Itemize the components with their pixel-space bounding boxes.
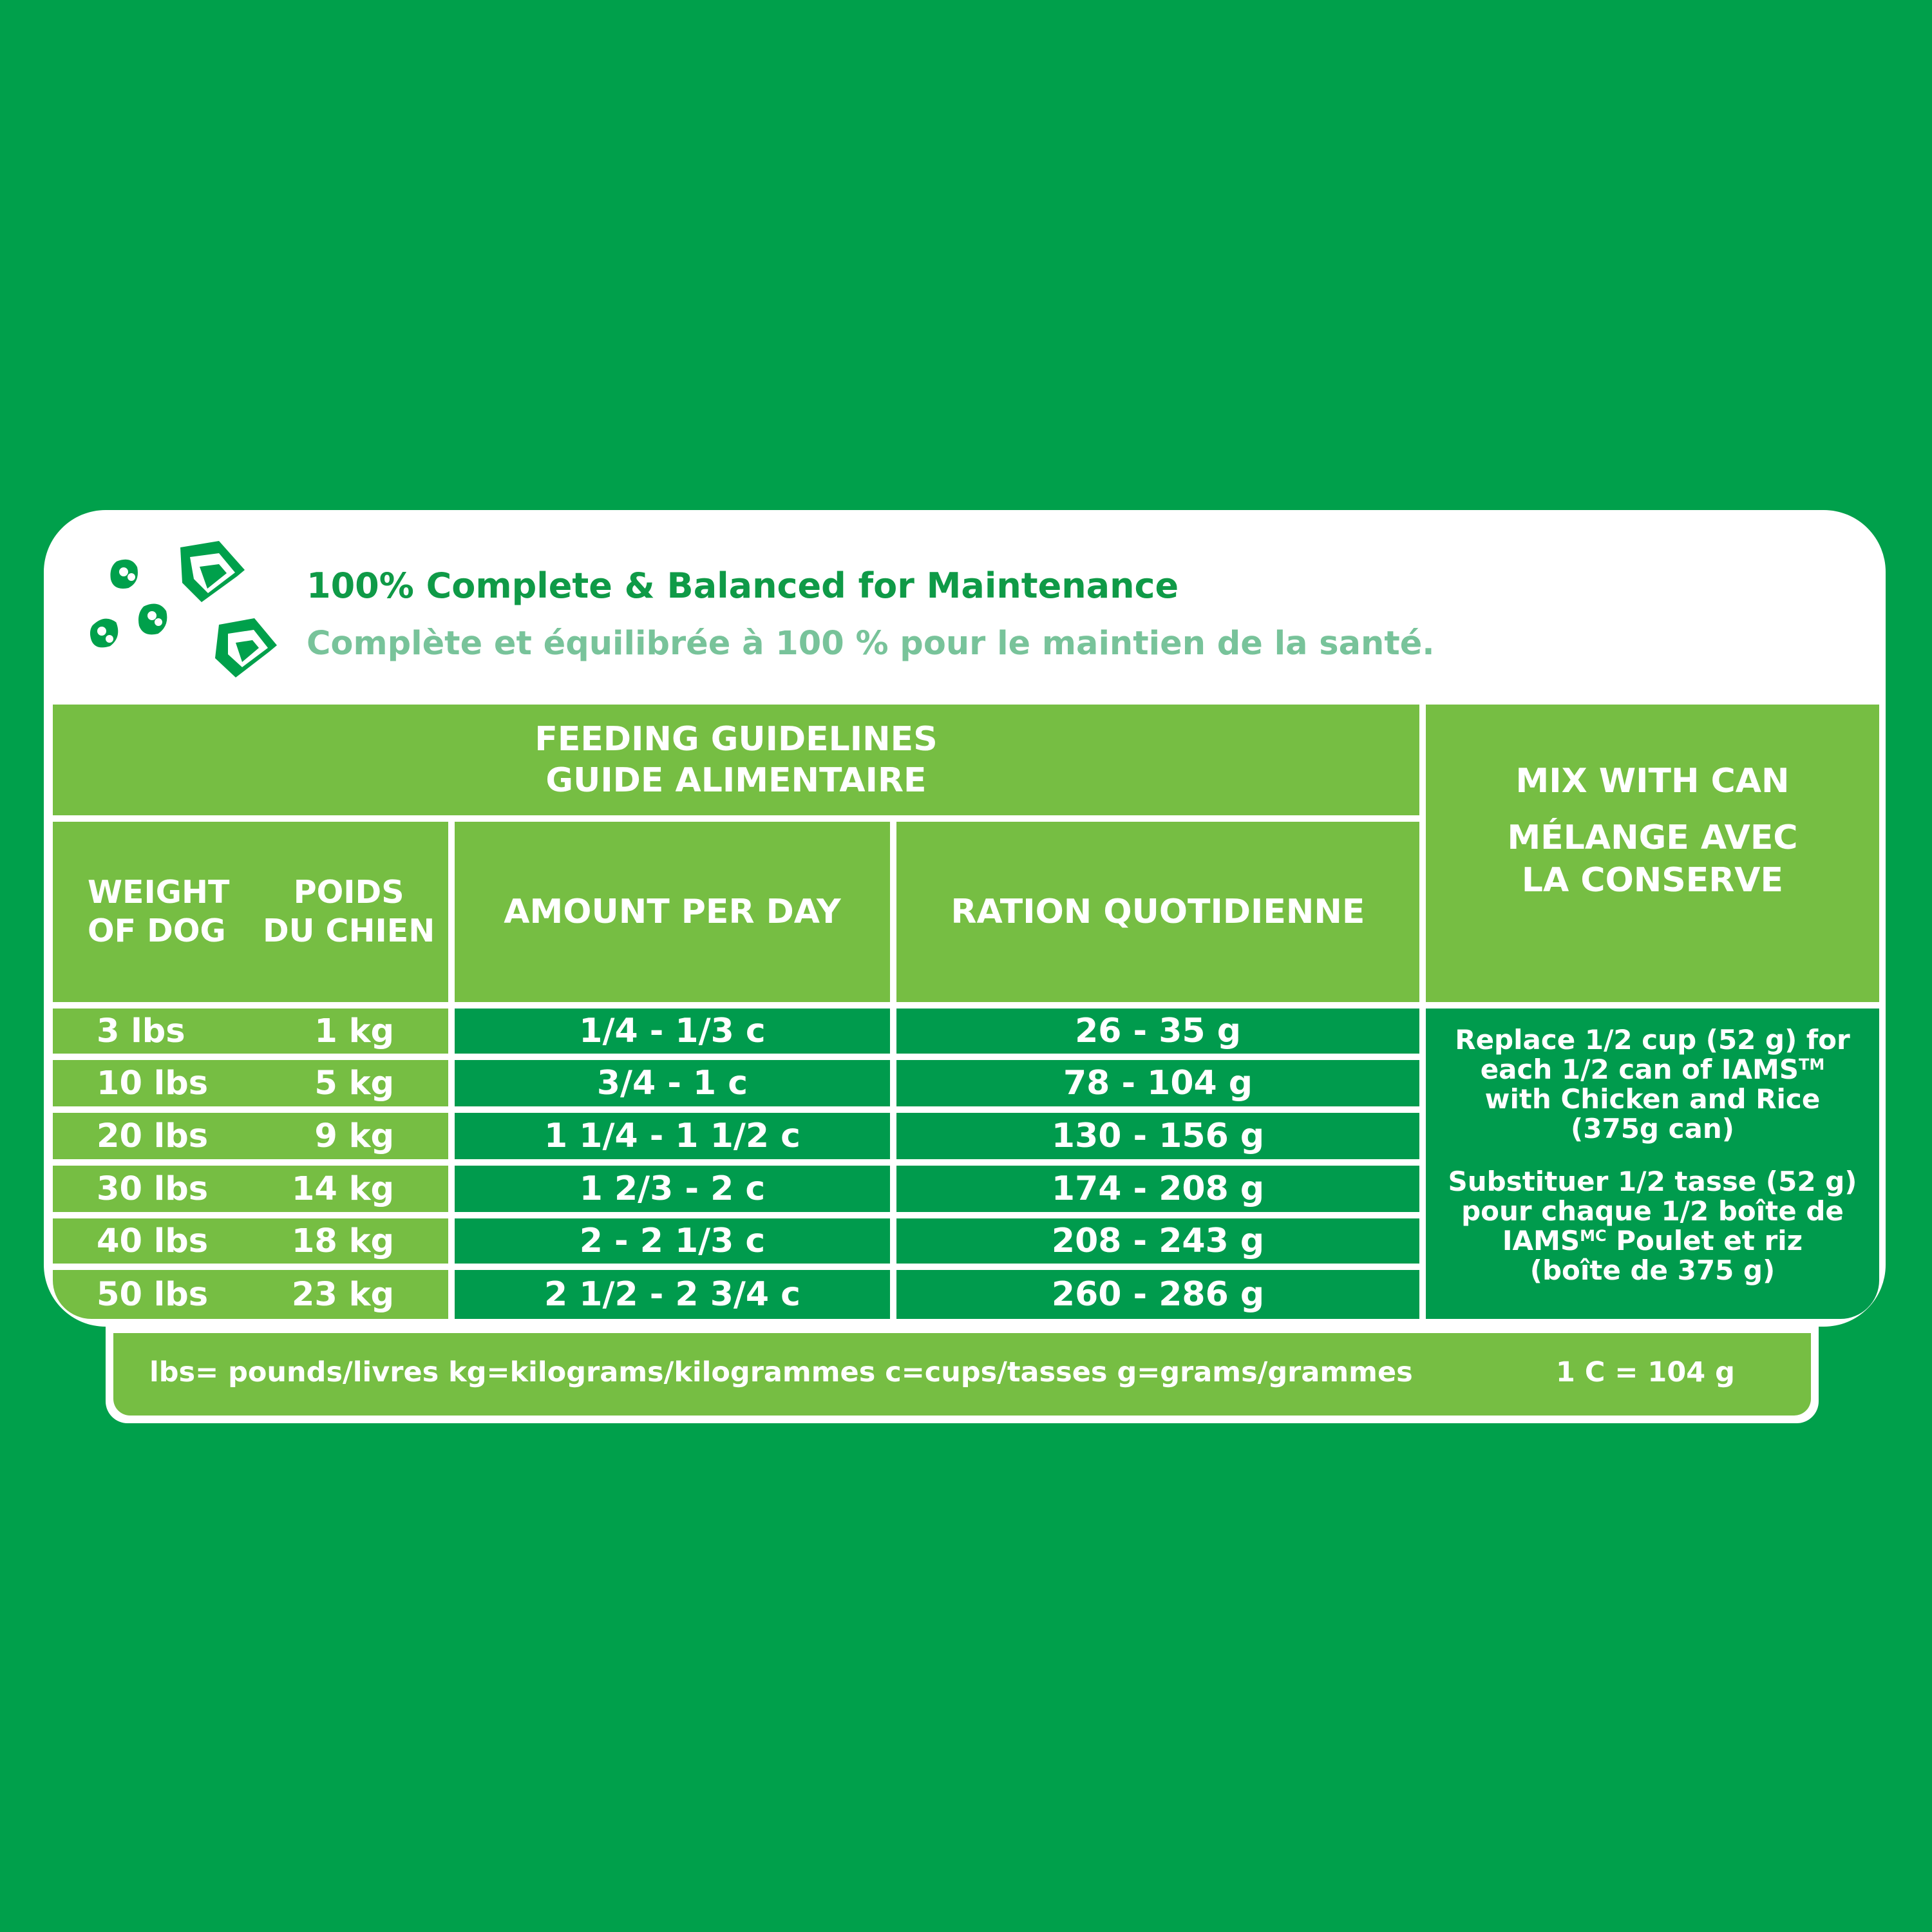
mix-instructions-fr — [1448, 1167, 1857, 1285]
mix-fr-line3: IAMS — [1502, 1225, 1580, 1256]
mix-fr-line2: pour chaque 1/2 boîte de — [1461, 1195, 1844, 1227]
amount-cups: 1 2/3 - 2 c — [455, 1166, 890, 1212]
mix-header-fr-1: MÉLANGE AVEC — [1507, 819, 1798, 857]
measuring-cup-icon — [180, 541, 277, 677]
mix-en-line1: Replace 1/2 cup (52 g) for — [1455, 1024, 1850, 1056]
weight-kg: 5 kg — [314, 1064, 394, 1103]
weight-fr-line2: DU CHIEN — [263, 913, 435, 949]
mix-en-line3: with Chicken and Rice — [1484, 1083, 1821, 1115]
weight-header-fr — [263, 873, 435, 951]
title-english: 100% Complete & Balanced for Maintenance — [307, 565, 1179, 606]
table-row — [53, 1009, 448, 1054]
mix-fr-line4: (boîte de 375 g) — [1530, 1255, 1776, 1286]
units-legend: lbs= pounds/livres kg=kilograms/kilogrammes c=cups/tasses g=grams/grammes — [149, 1356, 1413, 1388]
trademark-mark: TM — [1799, 1056, 1825, 1074]
legend-bar — [113, 1333, 1811, 1416]
cup-conversion: 1 C = 104 g — [1556, 1356, 1735, 1388]
amount-cups: 1 1/4 - 1 1/2 c — [455, 1113, 890, 1159]
weight-lbs: 30 lbs — [97, 1170, 209, 1208]
weight-kg: 1 kg — [314, 1012, 394, 1050]
amount-cups: 1/4 - 1/3 c — [455, 1009, 890, 1054]
table-row — [53, 1218, 448, 1264]
amount-grams: 208 - 243 g — [896, 1218, 1419, 1264]
kibble-icon — [89, 558, 168, 649]
weight-lbs: 50 lbs — [97, 1275, 209, 1314]
weight-header-en — [88, 873, 229, 951]
amount-grams: 130 - 156 g — [896, 1113, 1419, 1159]
weight-lbs: 20 lbs — [97, 1117, 209, 1155]
weight-column-header — [53, 822, 448, 1002]
mix-with-can-instructions — [1426, 1009, 1879, 1319]
feeding-header-fr: GUIDE ALIMENTAIRE — [545, 761, 927, 800]
weight-en-line2: OF DOG — [88, 913, 226, 949]
weight-kg: 14 kg — [291, 1170, 394, 1208]
mix-with-can-header — [1426, 705, 1879, 1002]
mix-en-line2: each 1/2 can of IAMS — [1480, 1054, 1799, 1085]
mix-instructions-en — [1455, 1025, 1850, 1144]
mix-en-line4: (375g can) — [1571, 1113, 1734, 1144]
feeding-guidelines-header — [53, 705, 1419, 815]
amount-cups: 2 - 2 1/3 c — [455, 1218, 890, 1264]
weight-lbs: 40 lbs — [97, 1222, 209, 1260]
amount-cups: 2 1/2 - 2 3/4 c — [455, 1270, 890, 1319]
table-row — [53, 1113, 448, 1159]
weight-lbs: 3 lbs — [97, 1012, 185, 1050]
trademark-mark-fr: MC — [1580, 1227, 1607, 1245]
amount-grams: 260 - 286 g — [896, 1270, 1419, 1319]
weight-lbs: 10 lbs — [97, 1064, 209, 1103]
table-row — [53, 1060, 448, 1106]
mix-fr-line1: Substituer 1/2 tasse (52 g) — [1448, 1166, 1857, 1197]
amount-cups: 3/4 - 1 c — [455, 1060, 890, 1106]
title-french: Complète et équilibrée à 100 % pour le maintien de la santé. — [307, 625, 1435, 663]
weight-kg: 18 kg — [291, 1222, 394, 1260]
feeding-header-en: FEEDING GUIDELINES — [535, 720, 938, 759]
weight-en-line1: WEIGHT — [88, 874, 230, 911]
ration-column-header: RATION QUOTIDIENNE — [896, 822, 1419, 1002]
weight-fr-line1: POIDS — [293, 874, 404, 911]
table-row — [53, 1166, 448, 1212]
weight-kg: 9 kg — [314, 1117, 394, 1155]
table-row — [53, 1270, 448, 1319]
amount-grams: 26 - 35 g — [896, 1009, 1419, 1054]
amount-grams: 78 - 104 g — [896, 1060, 1419, 1106]
amount-grams: 174 - 208 g — [896, 1166, 1419, 1212]
mix-header-en: MIX WITH CAN — [1515, 762, 1790, 800]
mix-fr-line3b: Poulet et riz — [1606, 1225, 1803, 1256]
weight-kg: 23 kg — [291, 1275, 394, 1314]
mix-header-fr-2: LA CONSERVE — [1521, 861, 1784, 900]
amount-column-header: AMOUNT PER DAY — [455, 822, 890, 1002]
kibble-cup-icons — [84, 528, 290, 696]
